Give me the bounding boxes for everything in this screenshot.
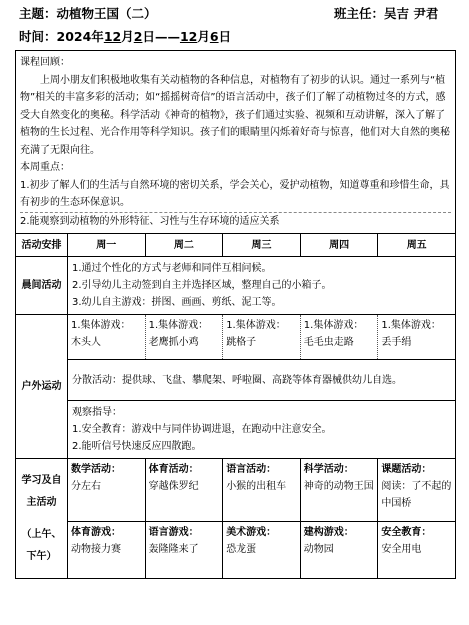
game-name: 毛毛虫走路 xyxy=(303,337,354,348)
game-title: 1.集体游戏： xyxy=(303,320,364,331)
morning-content xyxy=(68,257,456,315)
activity-content: 穿越侏罗纪 xyxy=(148,481,199,492)
game-title: 1.集体游戏： xyxy=(71,320,131,331)
activity-content: 阅读：了不起的中国桥 xyxy=(381,481,452,509)
time-start-day: 2 xyxy=(133,29,143,44)
morning-item: 3.幼儿自主游戏：拼图、画画、剪纸、泥工等。 xyxy=(72,297,282,308)
time-label: 时间： xyxy=(19,29,57,44)
learning-row-1 xyxy=(16,459,456,522)
activity-title: 课题活动： xyxy=(381,464,432,475)
time-line xyxy=(19,29,231,45)
game-type-title: 建构游戏： xyxy=(303,527,354,538)
outdoor-game-thursday xyxy=(301,315,379,359)
game-name: 老鹰抓小鸡 xyxy=(148,337,199,348)
activity-title: 科学活动： xyxy=(303,464,354,475)
learning-activity-friday xyxy=(378,459,456,522)
game-type-content: 动物园 xyxy=(303,544,334,555)
outdoor-game-friday xyxy=(378,315,455,359)
game-name: 跳格子 xyxy=(226,337,257,348)
activity-title: 语言活动： xyxy=(226,464,277,475)
review-cell xyxy=(16,51,456,234)
learning-label-line: 主活动 xyxy=(26,496,57,508)
outdoor-scatter-row xyxy=(16,360,456,401)
activity-title: 数学活动： xyxy=(71,464,121,475)
day-wednesday: 周三 xyxy=(223,234,301,257)
outdoor-guidance xyxy=(68,401,456,459)
activity-content: 小猴的出租车 xyxy=(226,481,287,492)
time-end-month: 12 xyxy=(179,29,198,44)
outdoor-label: 户外运动 xyxy=(16,315,68,459)
game-title: 1.集体游戏： xyxy=(381,320,441,331)
learning-game-friday xyxy=(378,522,456,579)
learning-activity-tuesday xyxy=(145,459,223,522)
time-day-unit-1: 日 xyxy=(142,29,155,44)
game-name: 木头人 xyxy=(71,337,101,348)
theme-line xyxy=(19,6,157,22)
learning-activity-wednesday xyxy=(223,459,301,522)
outdoor-guidance-row xyxy=(16,401,456,459)
theme-label: 主题： xyxy=(19,6,57,21)
goal-1: 1.初步了解人们的生活与自然环境的密切关系，学会关心，爱护动植物，知道尊重和珍惜生命，具有初步的生态环保意识。 xyxy=(20,177,451,213)
outdoor-games xyxy=(68,315,456,360)
outdoor-games-row xyxy=(16,315,456,360)
outdoor-game-tuesday xyxy=(146,315,224,359)
learning-game-monday xyxy=(68,522,146,579)
time-month-unit-1: 月 xyxy=(121,29,134,44)
activity-title: 体育活动： xyxy=(148,464,199,475)
guidance-item: 1.安全教育：游戏中与同伴协调进退，在跑动中注意安全。 xyxy=(72,424,332,435)
learning-label-line: 下午） xyxy=(26,550,57,562)
outdoor-scatter: 分散活动：提供球、飞盘、攀爬架、呼啦圈、高跷等体育器械供幼儿自选。 xyxy=(68,360,456,401)
day-tuesday: 周二 xyxy=(145,234,223,257)
learning-label-line: 学习及自 xyxy=(21,474,62,486)
theme-value: 动植物王国（二） xyxy=(56,6,157,21)
game-type-title: 语言游戏： xyxy=(148,527,199,538)
game-type-content: 动物接力赛 xyxy=(71,544,121,555)
teacher-value: 吴吉 尹君 xyxy=(384,6,439,21)
game-title: 1.集体游戏： xyxy=(226,320,286,331)
guidance-title: 观察指导： xyxy=(72,407,122,418)
game-type-title: 体育游戏： xyxy=(71,527,121,538)
game-type-content: 安全用电 xyxy=(381,544,422,555)
review-row xyxy=(16,51,456,234)
goal-2: 2.能观察到动植物的外形特征、习性与生存环境的适应关系 xyxy=(20,215,280,227)
game-type-title: 安全教育： xyxy=(381,527,432,538)
teacher-label: 班主任： xyxy=(334,6,385,21)
day-thursday: 周四 xyxy=(300,234,378,257)
learning-activity-monday xyxy=(68,459,146,522)
time-end-day: 6 xyxy=(209,29,219,44)
activity-content: 神奇的动物王国 xyxy=(303,481,374,492)
day-monday: 周一 xyxy=(68,234,146,257)
time-separator: —— xyxy=(154,29,180,44)
weekly-plan-table xyxy=(15,50,456,579)
morning-row xyxy=(16,257,456,315)
learning-label xyxy=(16,459,68,579)
outdoor-game-monday xyxy=(68,315,146,359)
morning-item: 1.通过个性化的方式与老师和同伴互相问候。 xyxy=(72,263,272,274)
schedule-header-label: 活动安排 xyxy=(16,234,68,257)
time-day-unit-2: 日 xyxy=(218,29,232,44)
learning-game-tuesday xyxy=(145,522,223,579)
teacher-line xyxy=(334,6,438,22)
day-friday: 周五 xyxy=(378,234,456,257)
game-type-content: 轰隆隆来了 xyxy=(148,544,199,555)
time-month-unit-2: 月 xyxy=(197,29,210,44)
outdoor-game-wednesday xyxy=(223,315,301,359)
game-type-content: 恐龙蛋 xyxy=(226,544,257,555)
learning-activity-thursday xyxy=(300,459,378,522)
time-start-month: 12 xyxy=(103,29,122,44)
schedule-header-row xyxy=(16,234,456,257)
game-type-title: 美术游戏： xyxy=(226,527,277,538)
review-body: 上周小朋友们积极地收集有关动植物的各种信息，对植物有了初步的认识。通过一系列与“植物”相关的丰富多彩的活动；如“摇摇树奇信”的语言活动中，孩子们了解了动植物过冬的方式，感受大自然变化的奥秘。科学活动《神奇的植物》，孩子们通过实验、视频和互动讲解，深入了解了植物的生长过程、光合作用等科学知识。孩子们的眼睛里闪烁着好奇与惊喜，他们对大自然的奥秘充满了无限向往。 xyxy=(20,74,450,156)
time-year: 2024年 xyxy=(56,29,104,44)
morning-item: 2.引导幼儿主动签到自主并选择区域，整理自己的小箱子。 xyxy=(72,280,332,291)
review-title: 课程回顾： xyxy=(20,57,70,68)
guidance-item: 2.能听信号快速反应四散跑。 xyxy=(72,441,202,452)
game-name: 丢手绢 xyxy=(381,337,412,348)
learning-label-line: （上午、 xyxy=(21,528,62,540)
learning-game-thursday xyxy=(300,522,378,579)
game-title: 1.集体游戏： xyxy=(148,320,209,331)
focus-title: 本周重点： xyxy=(20,162,70,173)
learning-game-wednesday xyxy=(223,522,301,579)
morning-label: 晨间活动 xyxy=(16,257,68,315)
learning-row-2 xyxy=(16,522,456,579)
activity-content: 分左右 xyxy=(71,481,101,492)
